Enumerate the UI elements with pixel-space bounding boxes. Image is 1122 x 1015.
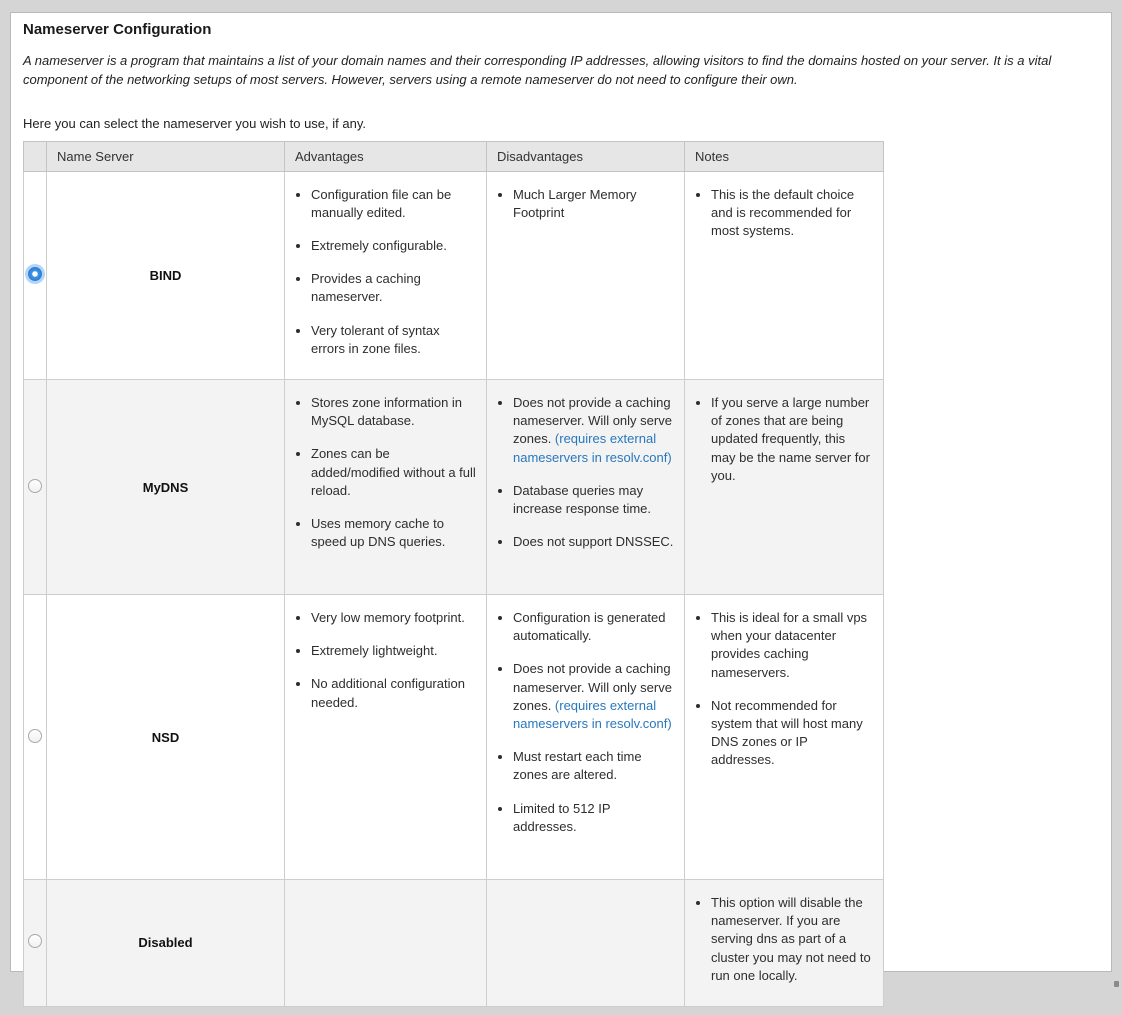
notes-list [691, 394, 873, 485]
radio-nsd[interactable] [28, 729, 42, 743]
bullet-item [513, 533, 674, 551]
bullet-text: Does not provide a caching nameserver. Will only serve zones. [513, 395, 672, 447]
table-header-row [24, 141, 884, 171]
nameserver-row-nsd [24, 595, 884, 880]
bullet-item [311, 609, 476, 627]
column-header-disadvantages: Disadvantages [487, 141, 685, 171]
bullet-item [711, 697, 873, 770]
bullet-text: Does not support DNSSEC. [513, 534, 674, 550]
bullet-item [513, 800, 674, 836]
bind-disadvantages-cell [487, 171, 685, 379]
bullet-text: Must restart each time zones are altered. [513, 749, 642, 783]
column-header-radio [24, 141, 47, 171]
bullet-item [311, 515, 476, 551]
bullet-text: This is ideal for a small vps when your datacenter provides caching nameservers. [711, 610, 868, 680]
bullet-text: Configuration file can be manually edited. [311, 186, 452, 220]
page-content [11, 13, 1111, 1015]
notes-list [691, 186, 873, 241]
radio-mydns[interactable] [28, 479, 42, 493]
bullet-text: This option will disable the nameserver. If you are serving dns as part of a cluster you may not need to run one locally. [711, 895, 871, 983]
bullet-text: Limited to 512 IP addresses. [513, 800, 611, 834]
nsd-advantages-cell [285, 595, 487, 880]
bind-advantages-cell [285, 171, 487, 379]
column-header-notes: Notes [685, 141, 884, 171]
mydns-name-label: MyDNS [47, 380, 285, 595]
bullet-item [513, 748, 674, 784]
content-panel [10, 12, 1112, 983]
disabled-disadvantages-cell [487, 880, 685, 1007]
bullet-text: Provides a caching nameserver. [311, 271, 421, 305]
nameserver-table [23, 141, 884, 1007]
disadvantages-list [493, 394, 674, 551]
radio-bind-selected[interactable] [28, 267, 42, 281]
bullet-text: Database queries may increase response time. [513, 482, 652, 516]
column-header-name-server: Name Server [47, 141, 285, 171]
bullet-item [513, 394, 674, 467]
bind-radio-cell [24, 171, 47, 379]
advantages-list [291, 609, 476, 712]
intro-paragraph: A nameserver is a program that maintains a list of your domain names and their corresponding IP addresses, allowing visitors to find the domains hosted on your server. It is a vital component of the networking setups of most servers. However, servers using a remote nameserver do not need to configure their own. [23, 53, 1052, 87]
bullet-text: Very tolerant of syntax errors in zone files. [311, 322, 440, 356]
bullet-text: Very low memory footprint. [311, 610, 465, 625]
bullet-item [513, 482, 674, 518]
radio-disabled[interactable] [28, 934, 42, 948]
nameserver-row-mydns [24, 380, 884, 595]
bullet-item [711, 394, 873, 485]
mydns-radio-cell [24, 380, 47, 595]
disabled-name-label: Disabled [47, 880, 285, 1007]
bullet-text: Uses memory cache to speed up DNS queries. [311, 515, 446, 550]
disadvantages-list [493, 186, 674, 222]
mydns-notes-cell [685, 380, 884, 595]
mydns-disadvantages-cell [487, 380, 685, 595]
bullet-item [513, 609, 674, 645]
bind-name-label: BIND [47, 171, 285, 379]
bullet-item [311, 186, 476, 222]
bullet-text: Stores zone information in MySQL database. [311, 395, 463, 429]
resolv-conf-link[interactable]: (requires external nameservers in resolv.conf) [513, 431, 672, 465]
bullet-text: Zones can be added/modified without a full reload. [311, 446, 476, 498]
disabled-notes-cell [685, 880, 884, 1007]
bullet-text: If you serve a large number of zones that are being updated frequently, this may be the name server for you. [711, 395, 870, 483]
select-prompt: Here you can select the nameserver you wish to use, if any. [23, 115, 366, 131]
advantages-list [291, 394, 476, 551]
bullet-item [311, 445, 476, 500]
nsd-radio-cell [24, 595, 47, 880]
bullet-item [311, 394, 476, 430]
bullet-text: Extremely configurable. [311, 238, 447, 254]
column-header-advantages: Advantages [285, 141, 487, 171]
mydns-advantages-cell [285, 380, 487, 595]
nsd-name-label: NSD [47, 595, 285, 880]
bullet-item [711, 186, 873, 241]
bullet-text: Much Larger Memory Footprint [513, 186, 637, 220]
bullet-item [311, 642, 476, 660]
scrollbar-corner [1114, 981, 1119, 987]
bullet-text: No additional configuration needed. [311, 676, 465, 710]
bullet-item [311, 675, 476, 711]
nameserver-row-disabled [24, 880, 884, 1007]
nsd-notes-cell [685, 595, 884, 880]
bullet-item [513, 186, 674, 222]
advantages-list [291, 186, 476, 358]
bullet-item [311, 237, 476, 255]
notes-list [691, 894, 873, 985]
bullet-item [711, 609, 873, 682]
bullet-text: Does not provide a caching nameserver. Will only serve zones. [513, 661, 672, 713]
disadvantages-list [493, 609, 674, 836]
bullet-item [711, 894, 873, 985]
bullet-text: This is the default choice and is recommended for most systems. [711, 186, 855, 239]
bullet-text: Configuration is generated automatically. [513, 610, 666, 644]
page-title: Nameserver Configuration [23, 21, 212, 38]
bullet-text: Not recommended for system that will host many DNS zones or IP addresses. [711, 697, 863, 768]
bullet-item [513, 660, 674, 733]
nsd-disadvantages-cell [487, 595, 685, 880]
disabled-advantages-cell [285, 880, 487, 1007]
bind-notes-cell [685, 171, 884, 379]
notes-list [691, 609, 873, 770]
bullet-item [311, 322, 476, 358]
nameserver-row-bind [24, 171, 884, 379]
bullet-text: Extremely lightweight. [311, 643, 438, 659]
bullet-item [311, 270, 476, 306]
resolv-conf-link[interactable]: (requires external nameservers in resolv.conf) [513, 697, 672, 731]
disabled-radio-cell [24, 880, 47, 1007]
